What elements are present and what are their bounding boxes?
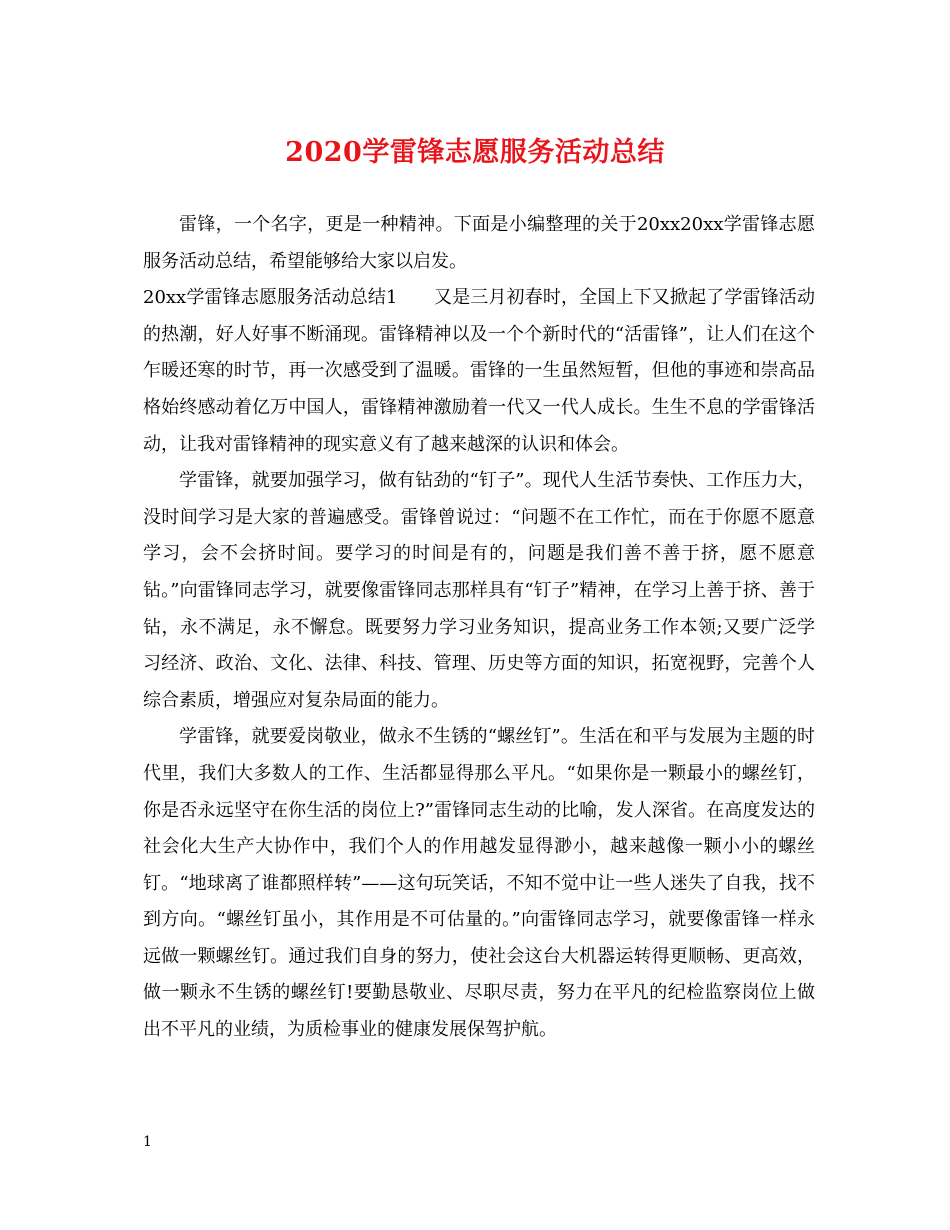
intro-paragraph: 雷锋，一个名字，更是一种精神。下面是小编整理的关于20xx20xx学雷锋志愿服务活动总结，希望能够给大家以启发。: [143, 214, 815, 272]
document-body: [143, 207, 815, 1049]
page-number: 1: [143, 1134, 152, 1150]
study-paragraph: 学雷锋，就要加强学习，做有钻劲的“钉子”。现代人生活节奏快、工作压力大，没时间学习是大家的普遍感受。雷锋曾说过：“问题不在工作忙，而在于你愿不愿意学习，会不会挤时间。要学习的时间是有的，问题是我们善不善于挤，愿不愿意钻。”向雷锋同志学习，就要像雷锋同志那样具有“钉子”精神，在学习上善于挤、善于钻，永不满足，永不懈怠。既要努力学习业务知识，提高业务工作本领;又要广泛学习经济、政治、文化、法律、科技、管理、历史等方面的知识，拓宽视野，完善个人综合素质，增强应对复杂局面的能力。: [143, 470, 815, 711]
dedication-paragraph: 学雷锋，就要爱岗敬业，做永不生锈的“螺丝钉”。生活在和平与发展为主题的时代里，我们大多数人的工作、生活都显得那么平凡。“如果你是一颗最小的螺丝钉，你是否永远坚守在你生活的岗位上?”雷锋同志生动的比喻，发人深省。在高度发达的社会化大生产大协作中，我们个人的作用越发显得渺小，越来越像一颗小小的螺丝钉。“地球离了谁都照样转”——这句玩笑话，不知不觉中让一些人迷失了自我，找不到方向。“螺丝钉虽小，其作用是不可估量的。”向雷锋同志学习，就要像雷锋一样永远做一颗螺丝钉。通过我们自身的努力，使社会这台大机器运转得更顺畅、更高效，做一颗永不生锈的螺丝钉!要勤恳敬业、尽职尽责，努力在平凡的纪检监察岗位上做出不平凡的业绩，为质检事业的健康发展保驾护航。: [143, 726, 815, 1041]
document-title: 2020学雷锋志愿服务活动总结: [285, 137, 665, 168]
summary-paragraph-1: 20xx学雷锋志愿服务活动总结1 又是三月初春时，全国上下又掀起了学雷锋活动的热潮，好人好事不断涌现。雷锋精神以及一个个新时代的“活雷锋”，让人们在这个乍暖还寒的时节，再一次感受到了温暖。雷锋的一生虽然短暂，但他的事迹和崇高品格始终感动着亿万中国人，雷锋精神激励着一代又一代人成长。生生不息的学雷锋活动，让我对雷锋精神的现实意义有了越来越深的认识和体会。: [143, 287, 815, 455]
